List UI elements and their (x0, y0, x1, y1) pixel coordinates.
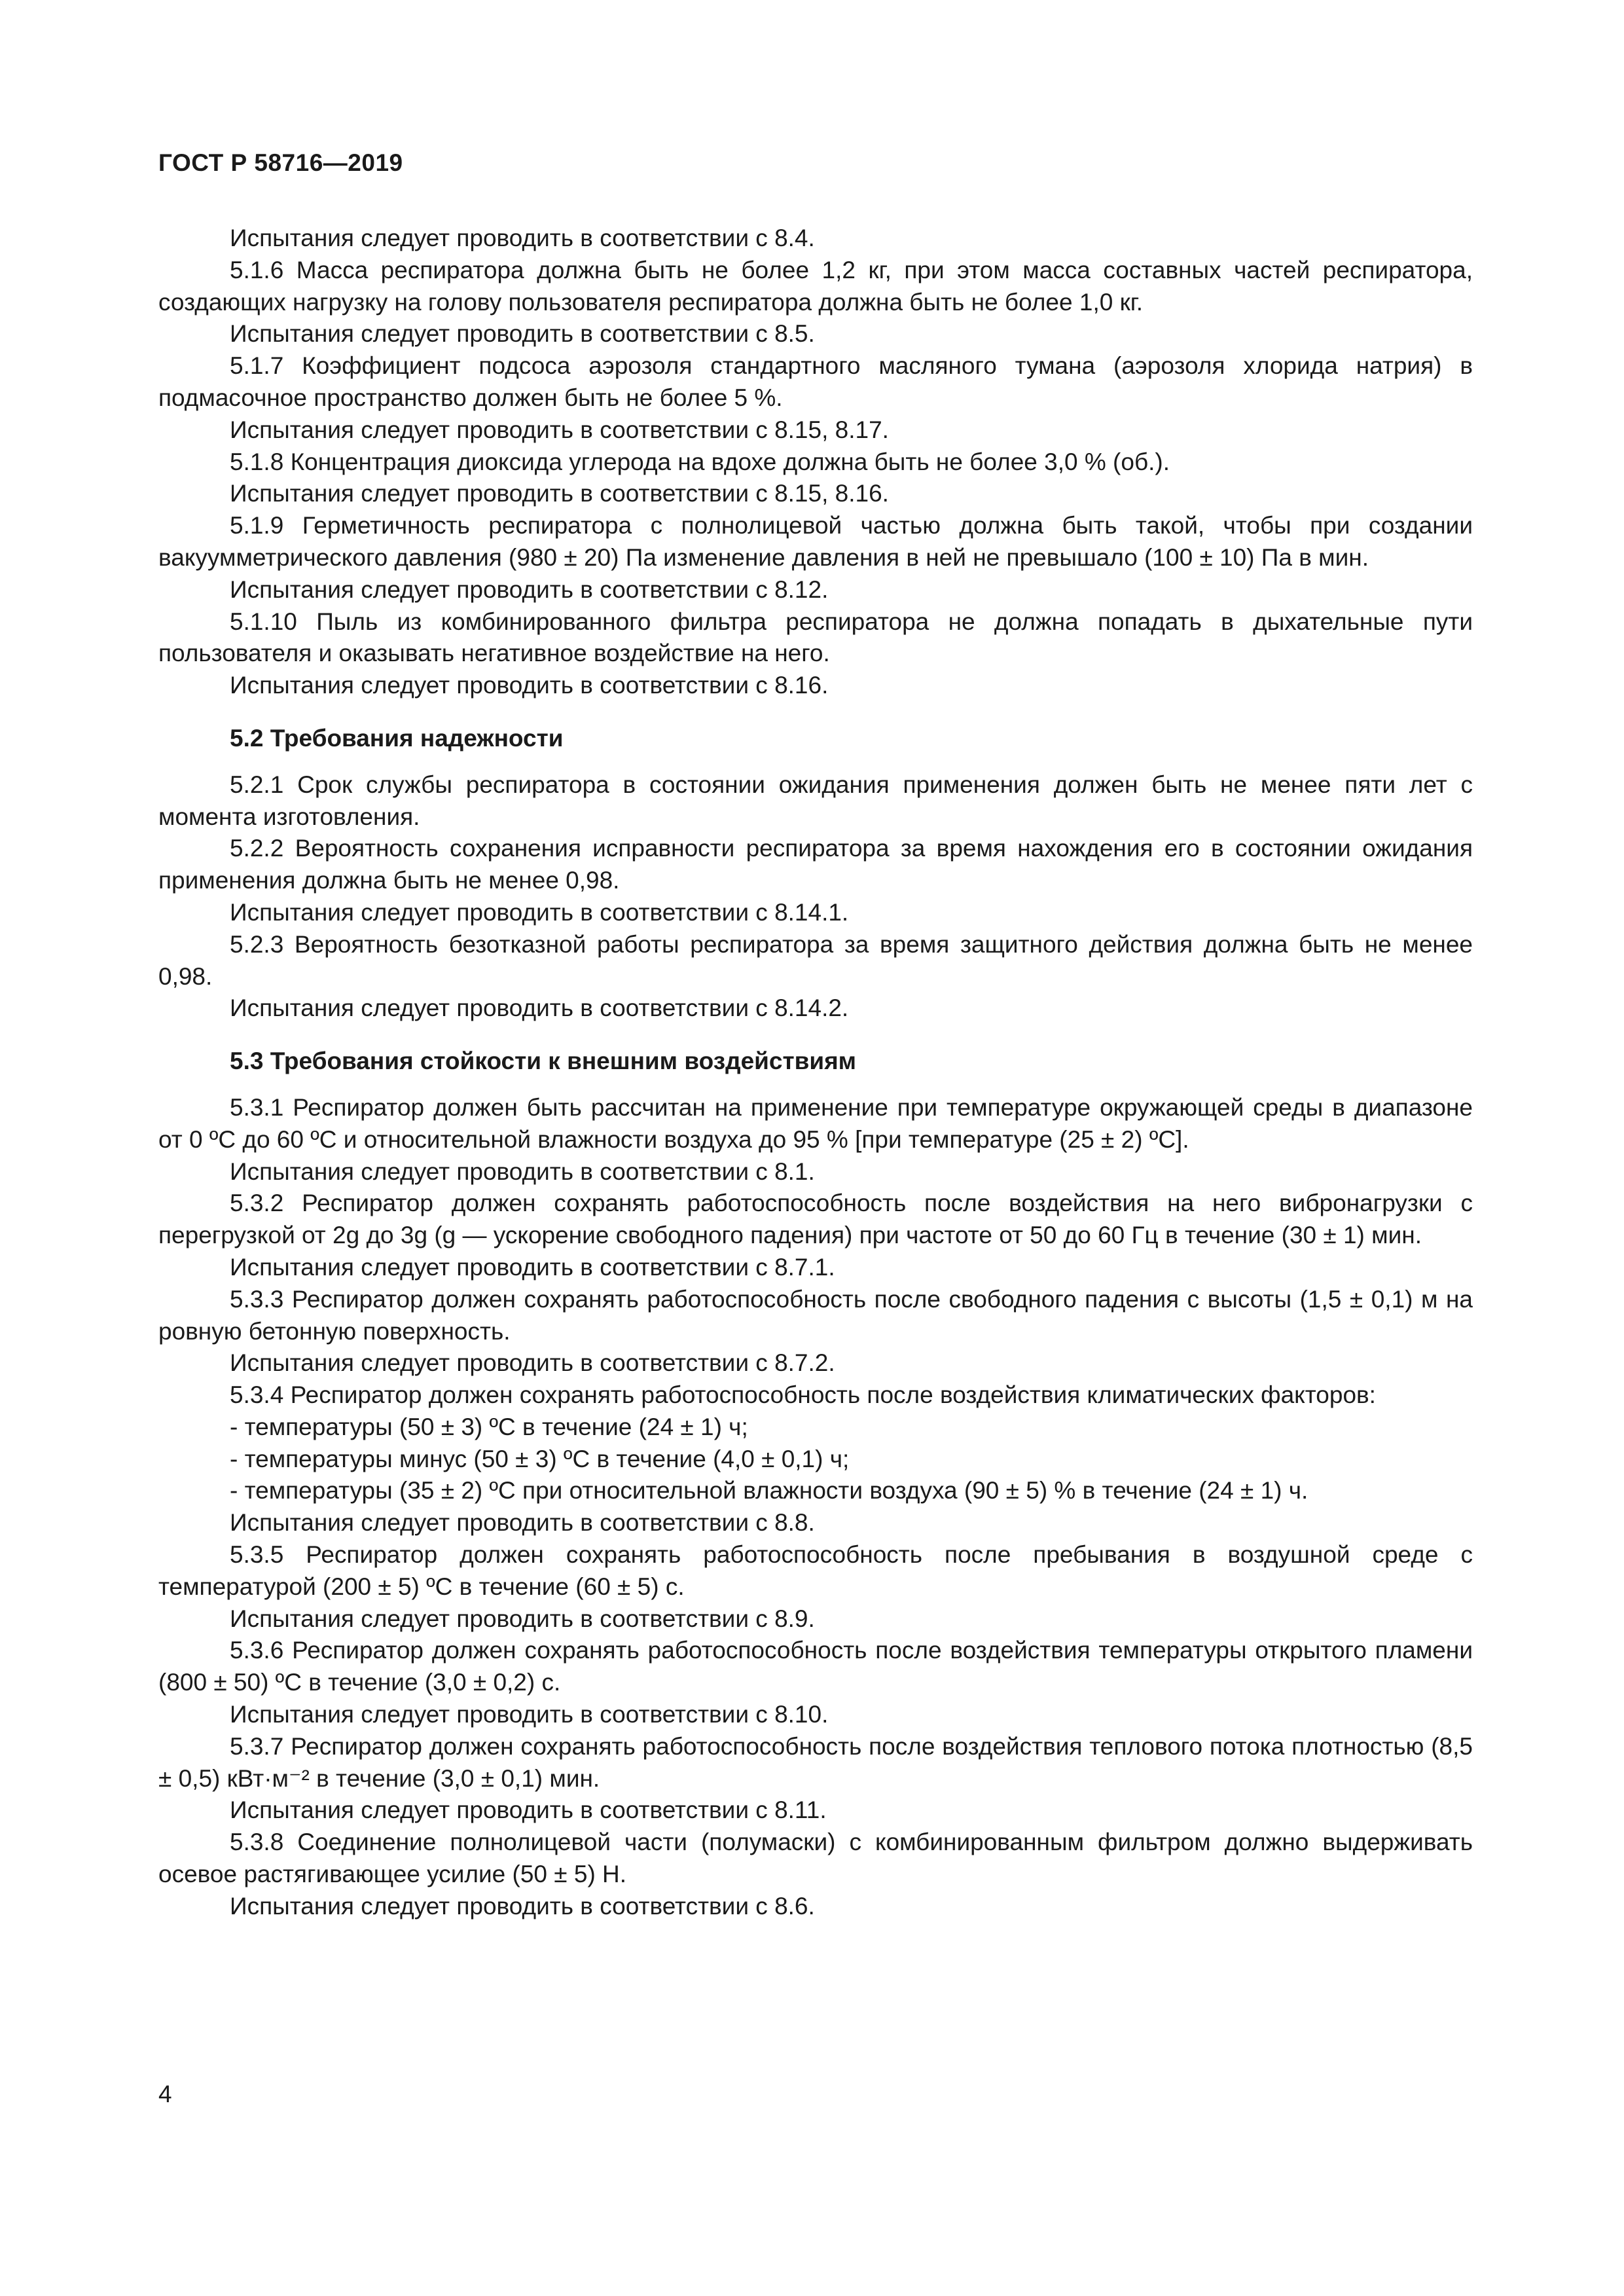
clause-5-1-10: 5.1.10 Пыль из комбинированного фильтра респиратора не должна попадать в дыхательные пути пользователя и оказывать негативное воздействие на него. (158, 608, 1473, 667)
clause-5-2-2: 5.2.2 Вероятность сохранения исправности респиратора за время нахождения его в состоянии ожидания применения должна быть не менее 0,98. (158, 835, 1473, 894)
clause-5-3-2: 5.3.2 Респиратор должен сохранять работоспособность после воздействия на него вибронагрузки с перегрузкой от 2g до 3g (g — ускорение свободного падения) при частоте от 50 до 60 Гц в течение (30 ± 1) мин. (158, 1190, 1473, 1249)
test-reference: Испытания следует проводить в соответствии с 8.10. (230, 1701, 829, 1728)
test-reference: Испытания следует проводить в соответствии с 8.7.1. (230, 1253, 835, 1281)
clause-5-3-1: 5.3.1 Респиратор должен быть рассчитан на применение при температуре окружающей среды в диапазоне от 0 ºС до 60 ºС и относительной влажности воздуха до 95 % [при температуре (25 ± 2) ºС]. (158, 1093, 1473, 1153)
test-reference: Испытания следует проводить в соответствии с 8.16. (230, 672, 829, 699)
test-reference: Испытания следует проводить в соответствии с 8.14.1. (230, 898, 849, 926)
clause-5-3-5: 5.3.5 Респиратор должен сохранять работоспособность после пребывания в воздушной среде с температурой (200 ± 5) ºС в течение (60 ± 5) с. (158, 1541, 1473, 1600)
test-reference: Испытания следует проводить в соответствии с 8.15, 8.16. (230, 480, 889, 507)
document-header: ГОСТ Р 58716—2019 (158, 149, 403, 176)
list-item: - температуры минус (50 ± 3) ºС в течение (4,0 ± 0,1) ч; (230, 1445, 850, 1472)
test-reference: Испытания следует проводить в соответствии с 8.14.2. (230, 994, 849, 1022)
clause-5-3-7: 5.3.7 Респиратор должен сохранять работоспособность после воздействия теплового потока плотностью (8,5 ± 0,5) кВт·м⁻² в течение (3,0 ± 0,1) мин. (158, 1732, 1473, 1792)
clause-5-2-1: 5.2.1 Срок службы респиратора в состоянии ожидания применения должен быть не менее пяти лет с момента изготовления. (158, 771, 1473, 830)
test-reference: Испытания следует проводить в соответствии с 8.4. (230, 225, 815, 251)
section-heading-5-2: 5.2 Требования надежности (230, 724, 564, 752)
list-item: - температуры (35 ± 2) ºС при относительной влажности воздуха (90 ± 5) % в течение (24 ± 1) ч. (230, 1477, 1308, 1504)
test-reference: Испытания следует проводить в соответствии с 8.9. (230, 1605, 815, 1632)
clause-5-3-3: 5.3.3 Респиратор должен сохранять работоспособность после свободного падения с высоты (1,5 ± 0,1) м на ровную бетонную поверхность. (158, 1285, 1473, 1345)
clause-5-1-8: 5.1.8 Концентрация диоксида углерода на вдохе должна быть не более 3,0 % (об.). (230, 448, 1170, 475)
clause-5-3-8: 5.3.8 Соединение полнолицевой части (полумаски) с комбинированным фильтром должно выдерживать осевое растягивающее усилие (50 ± 5) Н. (158, 1829, 1473, 1888)
test-reference: Испытания следует проводить в соответствии с 8.7.2. (230, 1349, 835, 1377)
test-reference: Испытания следует проводить в соответствии с 8.6. (230, 1892, 815, 1920)
test-reference: Испытания следует проводить в соответствии с 8.5. (230, 320, 815, 348)
test-reference: Испытания следует проводить в соответствии с 8.12. (230, 575, 829, 603)
page-number: 4 (158, 2081, 172, 2107)
section-heading-5-3: 5.3 Требования стойкости к внешним воздействиям (230, 1048, 857, 1075)
test-reference: Испытания следует проводить в соответствии с 8.11. (230, 1796, 827, 1824)
clause-5-3-4: 5.3.4 Респиратор должен сохранять работоспособность после воздействия климатических факторов: (230, 1381, 1376, 1409)
clause-5-2-3: 5.2.3 Вероятность безотказной работы респиратора за время защитного действия должна быть не менее 0,98. (158, 930, 1473, 990)
test-reference: Испытания следует проводить в соответствии с 8.15, 8.17. (230, 416, 889, 443)
test-reference: Испытания следует проводить в соответствии с 8.1. (230, 1157, 815, 1185)
clause-5-1-6: 5.1.6 Масса респиратора должна быть не более 1,2 кг, при этом масса составных частей респиратора, создающих нагрузку на голову пользователя респиратора должна быть не более 1,0 кг. (158, 256, 1473, 316)
clause-5-3-6: 5.3.6 Респиратор должен сохранять работоспособность после воздействия температуры открытого пламени (800 ± 50) ºС в течение (3,0 ± 0,2) с. (158, 1637, 1473, 1696)
list-item: - температуры (50 ± 3) ºС в течение (24 ± 1) ч; (230, 1413, 748, 1440)
clause-5-1-7: 5.1.7 Коэффициент подсоса аэрозоля стандартного масляного тумана (аэрозоля хлорида натрия) в подмасочное пространство должен быть не более 5 %. (158, 352, 1473, 411)
test-reference: Испытания следует проводить в соответствии с 8.8. (230, 1509, 815, 1537)
document-body (158, 223, 1473, 1923)
clause-5-1-9: 5.1.9 Герметичность респиратора с полнолицевой частью должна быть такой, чтобы при создании вакуумметрического давления (980 ± 20) Па изменение давления в ней не превышало (100 ± 10) Па в мин. (158, 512, 1473, 571)
